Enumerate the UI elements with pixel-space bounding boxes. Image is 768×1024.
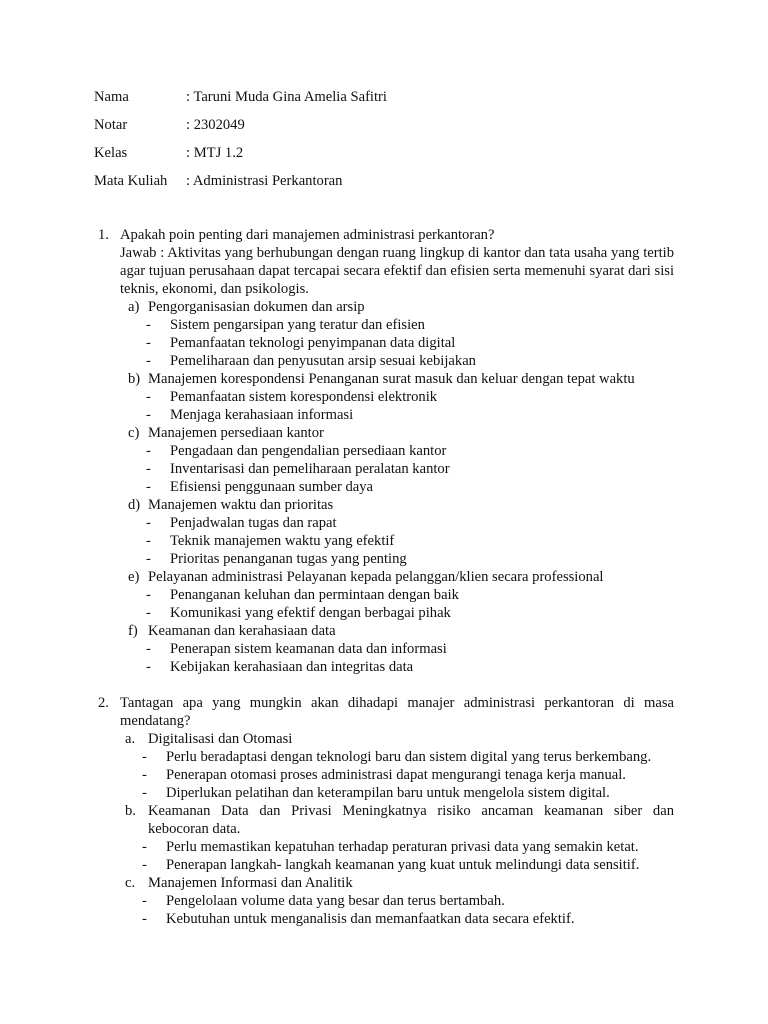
bullet-text: Kebijakan kerahasiaan dan integritas data bbox=[170, 659, 414, 675]
bullet-item: - Perlu beradaptasi dengan teknologi baru dan sistem digital yang terus berkembang. bbox=[142, 749, 652, 765]
item-letter: c) bbox=[128, 425, 140, 441]
bullet-text: Penanganan keluhan dan permintaan dengan baik bbox=[170, 587, 459, 603]
bullet-item: - Perlu memastikan kepatuhan terhadap peraturan privasi data yang semakin ketat. bbox=[142, 839, 639, 855]
bullet-text: Menjaga kerahasiaan informasi bbox=[170, 407, 354, 423]
matkul-label: Mata Kuliah bbox=[94, 173, 168, 189]
item-letter: b. bbox=[125, 803, 136, 819]
question-text: Apakah poin penting dari manajemen administrasi perkantoran? bbox=[120, 227, 495, 243]
item-letter: b) bbox=[128, 371, 141, 387]
list-item bbox=[120, 424, 674, 442]
list-item bbox=[120, 496, 674, 514]
question-1 bbox=[94, 226, 674, 676]
bullet-item: - Menjaga kerahasiaan informasi bbox=[146, 407, 354, 423]
item-title: Keamanan Data dan Privasi Meningkatnya risiko ancaman keamanan siber dan kebocoran data. bbox=[148, 803, 674, 837]
bullet-text: Komunikasi yang efektif dengan berbagai pihak bbox=[170, 605, 451, 621]
item-letter: d) bbox=[128, 497, 141, 513]
bullet-item: - Penerapan sistem keamanan data dan informasi bbox=[146, 641, 447, 657]
header-nama bbox=[94, 88, 387, 106]
list-item bbox=[120, 298, 674, 316]
bullet-text: Penerapan langkah- langkah keamanan yang kuat untuk melindungi data sensitif. bbox=[166, 857, 640, 873]
nama-label: Nama bbox=[94, 89, 129, 105]
question-number: 1. bbox=[98, 227, 109, 243]
bullet-item: - Pemanfaatan teknologi penyimpanan data digital bbox=[146, 335, 456, 351]
list-item bbox=[120, 730, 674, 748]
list-item bbox=[120, 622, 674, 640]
bullet-item: - Penjadwalan tugas dan rapat bbox=[146, 515, 337, 531]
bullet-item: - Sistem pengarsipan yang teratur dan efisien bbox=[146, 317, 425, 333]
header-kelas bbox=[94, 144, 243, 162]
document-body bbox=[94, 226, 674, 928]
kelas-label: Kelas bbox=[94, 145, 128, 161]
bullet-item: - Kebijakan kerahasiaan dan integritas data bbox=[146, 659, 414, 675]
bullet-item: - Diperlukan pelatihan dan keterampilan baru untuk mengelola sistem digital. bbox=[142, 785, 610, 801]
list-item bbox=[120, 568, 674, 586]
item-letter: c. bbox=[125, 875, 136, 891]
bullet-text: Penjadwalan tugas dan rapat bbox=[170, 515, 337, 531]
item-title: Manajemen persediaan kantor bbox=[148, 425, 324, 441]
bullet-text: Sistem pengarsipan yang teratur dan efisien bbox=[170, 317, 425, 333]
bullet-item: - Teknik manajemen waktu yang efektif bbox=[146, 533, 395, 549]
bullet-item: - Penerapan otomasi proses administrasi dapat mengurangi tenaga kerja manual. bbox=[142, 767, 626, 783]
item-title: Pengorganisasian dokumen dan arsip bbox=[148, 299, 365, 315]
bullet-item: - Pemeliharaan dan penyusutan arsip sesuai kebijakan bbox=[146, 353, 476, 369]
question-number: 2. bbox=[98, 695, 109, 711]
answer-text: Jawab : Aktivitas yang berhubungan dengan ruang lingkup di kantor dan tata usaha yang tertib agar tujuan perusahaan dapat tercapai secara efektif dan efisien serta memenuhi syarat dari sisi teknis, ekonomi, dan psikologis. bbox=[120, 245, 674, 297]
bullet-text: Teknik manajemen waktu yang efektif bbox=[170, 533, 395, 549]
bullet-text: Inventarisasi dan pemeliharaan peralatan kantor bbox=[170, 461, 450, 477]
bullet-item: - Penerapan langkah- langkah keamanan yang kuat untuk melindungi data sensitif. bbox=[142, 857, 640, 873]
bullet-text: Pemanfaatan teknologi penyimpanan data digital bbox=[170, 335, 456, 351]
bullet-text: Perlu memastikan kepatuhan terhadap peraturan privasi data yang semakin ketat. bbox=[166, 839, 639, 855]
matkul-value: : Administrasi Perkantoran bbox=[186, 173, 343, 189]
item-title: Keamanan dan kerahasiaan data bbox=[148, 623, 336, 639]
kelas-value: : MTJ 1.2 bbox=[186, 145, 244, 161]
bullet-text: Prioritas penanganan tugas yang penting bbox=[170, 551, 407, 567]
bullet-item: - Kebutuhan untuk menganalisis dan memanfaatkan data secara efektif. bbox=[142, 911, 575, 927]
item-letter: e) bbox=[128, 569, 140, 585]
header-mata-kuliah bbox=[94, 172, 342, 190]
item-letter: a. bbox=[125, 731, 136, 747]
list-item bbox=[120, 370, 674, 388]
list-item bbox=[120, 874, 674, 892]
question-text: Tantagan apa yang mungkin akan dihadapi manajer administrasi perkantoran di masa mendatang? bbox=[120, 695, 674, 729]
notar-label: Notar bbox=[94, 117, 128, 133]
header-notar bbox=[94, 116, 245, 134]
list-item bbox=[120, 802, 674, 838]
notar-value: : 2302049 bbox=[186, 117, 245, 133]
bullet-text: Pemeliharaan dan penyusutan arsip sesuai kebijakan bbox=[170, 353, 476, 369]
bullet-item: - Inventarisasi dan pemeliharaan peralatan kantor bbox=[146, 461, 450, 477]
item-title: Manajemen waktu dan prioritas bbox=[148, 497, 334, 513]
bullet-text: Pemanfaatan sistem korespondensi elektronik bbox=[170, 389, 438, 405]
bullet-item: - Pengelolaan volume data yang besar dan terus bertambah. bbox=[142, 893, 505, 909]
bullet-text: Penerapan otomasi proses administrasi dapat mengurangi tenaga kerja manual. bbox=[166, 767, 626, 783]
bullet-item: - Pengadaan dan pengendalian persediaan kantor bbox=[146, 443, 447, 459]
bullet-item: - Efisiensi penggunaan sumber daya bbox=[146, 479, 374, 495]
bullet-item: - Penanganan keluhan dan permintaan dengan baik bbox=[146, 587, 459, 603]
bullet-text: Diperlukan pelatihan dan keterampilan baru untuk mengelola sistem digital. bbox=[166, 785, 610, 801]
question-2 bbox=[94, 694, 674, 928]
bullet-text: Kebutuhan untuk menganalisis dan memanfaatkan data secara efektif. bbox=[166, 911, 575, 927]
bullet-text: Perlu beradaptasi dengan teknologi baru dan sistem digital yang terus berkembang. bbox=[166, 749, 652, 765]
bullet-text: Pengelolaan volume data yang besar dan terus bertambah. bbox=[166, 893, 505, 909]
nama-value: : Taruni Muda Gina Amelia Safitri bbox=[186, 89, 387, 105]
item-title: Manajemen korespondensi Penanganan surat masuk dan keluar dengan tepat waktu bbox=[148, 371, 635, 387]
item-title: Manajemen Informasi dan Analitik bbox=[148, 875, 353, 891]
bullet-text: Penerapan sistem keamanan data dan informasi bbox=[170, 641, 447, 657]
bullet-item: - Komunikasi yang efektif dengan berbagai pihak bbox=[146, 605, 451, 621]
item-title: Digitalisasi dan Otomasi bbox=[148, 731, 293, 747]
item-title: Pelayanan administrasi Pelayanan kepada pelanggan/klien secara professional bbox=[148, 569, 604, 585]
bullet-text: Pengadaan dan pengendalian persediaan kantor bbox=[170, 443, 447, 459]
item-letter: a) bbox=[128, 299, 140, 315]
bullet-item: - Pemanfaatan sistem korespondensi elektronik bbox=[146, 389, 438, 405]
item-letter: f) bbox=[128, 623, 138, 639]
bullet-item: - Prioritas penanganan tugas yang penting bbox=[146, 551, 407, 567]
bullet-text: Efisiensi penggunaan sumber daya bbox=[170, 479, 374, 495]
